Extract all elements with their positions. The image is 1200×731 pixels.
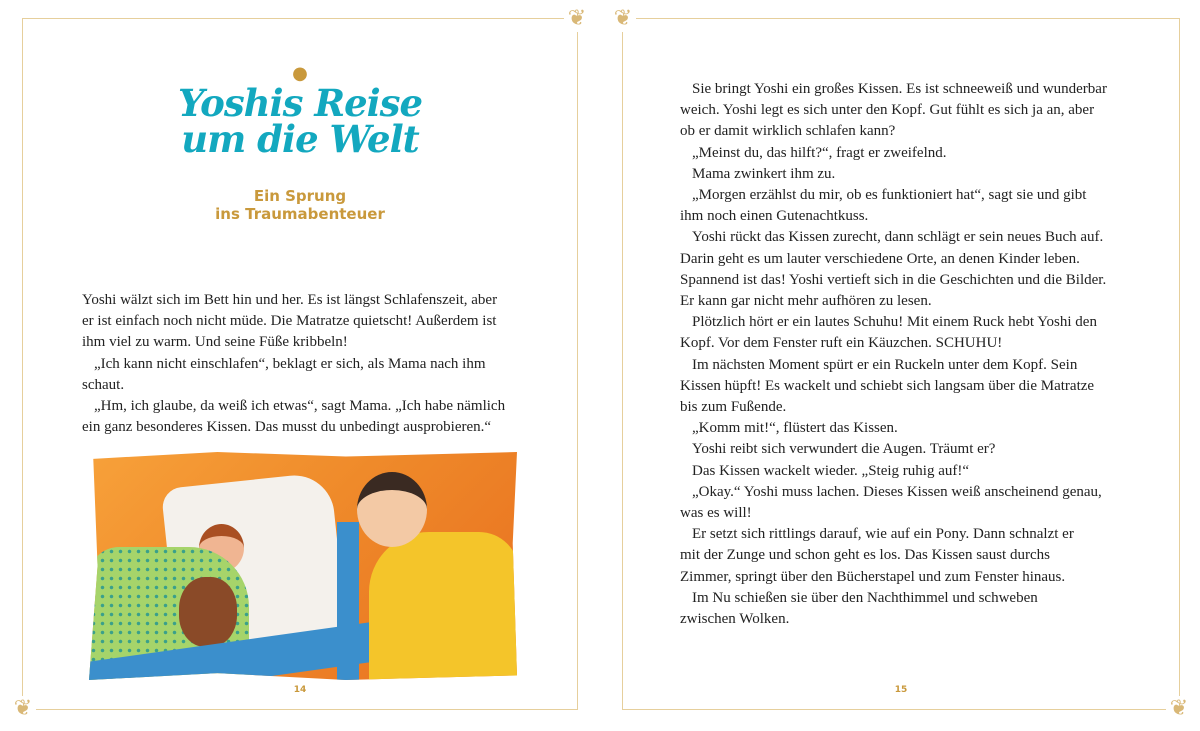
text-line: Im Nu schießen sie über den Nachthimmel und schweben [692,589,1038,606]
text-line: „Morgen erzählst du mir, ob es funktioniert hat“, sagt sie und gibt [692,187,1087,204]
text-line: Das Kissen wackelt wieder. „Steig ruhig auf!“ [692,462,969,479]
text-line: was es will! [680,505,752,522]
text-line: weich. Yoshi legt es sich unter den Kopf. Gut fühlt es sich ja an, aber [680,102,1095,119]
mother-figure [369,532,517,680]
text-line: Darin geht es um lauter verschiedene Orte, an denen Kinder leben. [680,250,1080,267]
right-page [613,6,1189,721]
text-line: Zimmer, springt über den Bücherstapel und zum Fenster hinaus. [680,568,1066,585]
text-line: Er kann gar nicht mehr aufhören zu lesen. [680,293,932,310]
paragraph [680,185,1107,227]
text-line: mit der Zunge und schon geht es los. Das Kissen saust durchs [680,547,1050,564]
text-line: ob er damit wirklich schlafen kann? [680,123,896,140]
page-number: 15 [894,685,908,695]
text-line: Yoshi rückt das Kissen zurecht, dann schlägt er sein neues Buch auf. [692,229,1104,246]
paragraph [680,524,1107,588]
text-line: Kopf. Vor dem Fenster ruft ein Käuzchen. SCHUHU! [680,335,1003,352]
paragraph [680,588,1107,630]
teddy-figure [179,577,237,647]
paragraph [82,290,505,354]
chapter-title [23,187,577,223]
text-line: Sie bringt Yoshi ein großes Kissen. Es ist schneeweiß und wunderbar [692,81,1107,97]
text-line: „Meinst du, das hilft?“, fragt er zweifelnd. [692,144,947,161]
bed-post [337,522,359,680]
chapter-heading [23,63,577,223]
subtitle-line: ins Traumabenteuer [215,205,385,223]
paragraph [680,79,1107,143]
body-text [82,290,505,438]
paragraph [680,312,1107,354]
text-line: Yoshi wälzt sich im Bett hin und her. Es ist längst Schlafenszeit, aber [82,292,498,308]
subtitle-line: Ein Sprung [253,187,347,205]
text-line: Im nächsten Moment spürt er ein Ruckeln unter dem Kopf. Sein [692,356,1078,373]
paragraph [82,354,505,396]
text-line: Plötzlich hört er ein lautes Schuhu! Mit einem Ruck hebt Yoshi den [692,314,1097,331]
text-line: „Ich kann nicht einschlafen“, beklagt er sich, als Mama nach ihm [94,355,486,372]
text-line: Mama zwinkert ihm zu. [692,165,836,182]
book-title [23,81,577,161]
teddy-bear-icon: ● [292,63,308,84]
page-number: 14 [293,685,307,695]
paragraph [680,482,1107,524]
paragraph [680,164,1107,185]
text-line: schaut. [82,376,125,393]
mother-head [357,472,427,547]
paragraph [680,439,1107,460]
text-line: Yoshi reibt sich verwundert die Augen. Träumt er? [692,441,996,458]
paragraph [680,418,1107,439]
text-line: „Okay.“ Yoshi muss lachen. Dieses Kissen weiß anscheinend genau, [692,483,1102,500]
paragraph [680,355,1107,419]
title-line: um die Welt [181,117,419,161]
paragraph [680,143,1107,164]
paragraph [82,396,505,438]
corner-ornament-icon: ❦ [1166,696,1192,722]
text-line: bis zum Fußende. [680,399,787,416]
text-line: zwischen Wolken. [680,611,790,628]
paragraph [680,227,1107,312]
text-line: Er setzt sich rittlings darauf, wie auf ein Pony. Dann schnalzt er [692,526,1074,543]
text-line: ihm viel zu warm. Und seine Füße kribbeln! [82,334,348,351]
text-line: ein ganz besonderes Kissen. Das musst du unbedingt ausprobieren.“ [82,419,492,436]
text-line: Spannend ist das! Yoshi vertieft sich in die Geschichten und die Bilder. [680,271,1107,288]
text-line: „Komm mit!“, flüstert das Kissen. [692,420,898,437]
corner-ornament-icon: ❦ [10,696,36,722]
title-line: Yoshis Reise [177,81,423,125]
body-text [680,79,1107,630]
corner-ornament-icon: ❦ [610,6,636,32]
paragraph [680,461,1107,482]
corner-ornament-icon: ❦ [564,6,590,32]
text-line: er ist einfach noch nicht müde. Die Matratze quietscht! Außerdem ist [82,313,497,330]
text-line: „Hm, ich glaube, da weiß ich etwas“, sagt Mama. „Ich habe nämlich [94,398,506,415]
bedtime-illustration [89,452,517,680]
text-line: Kissen hüpft! Es wackelt und schiebt sich langsam über die Matratze [680,377,1095,394]
left-page [13,6,587,721]
text-line: ihm noch einen Gutenachtkuss. [680,208,869,225]
